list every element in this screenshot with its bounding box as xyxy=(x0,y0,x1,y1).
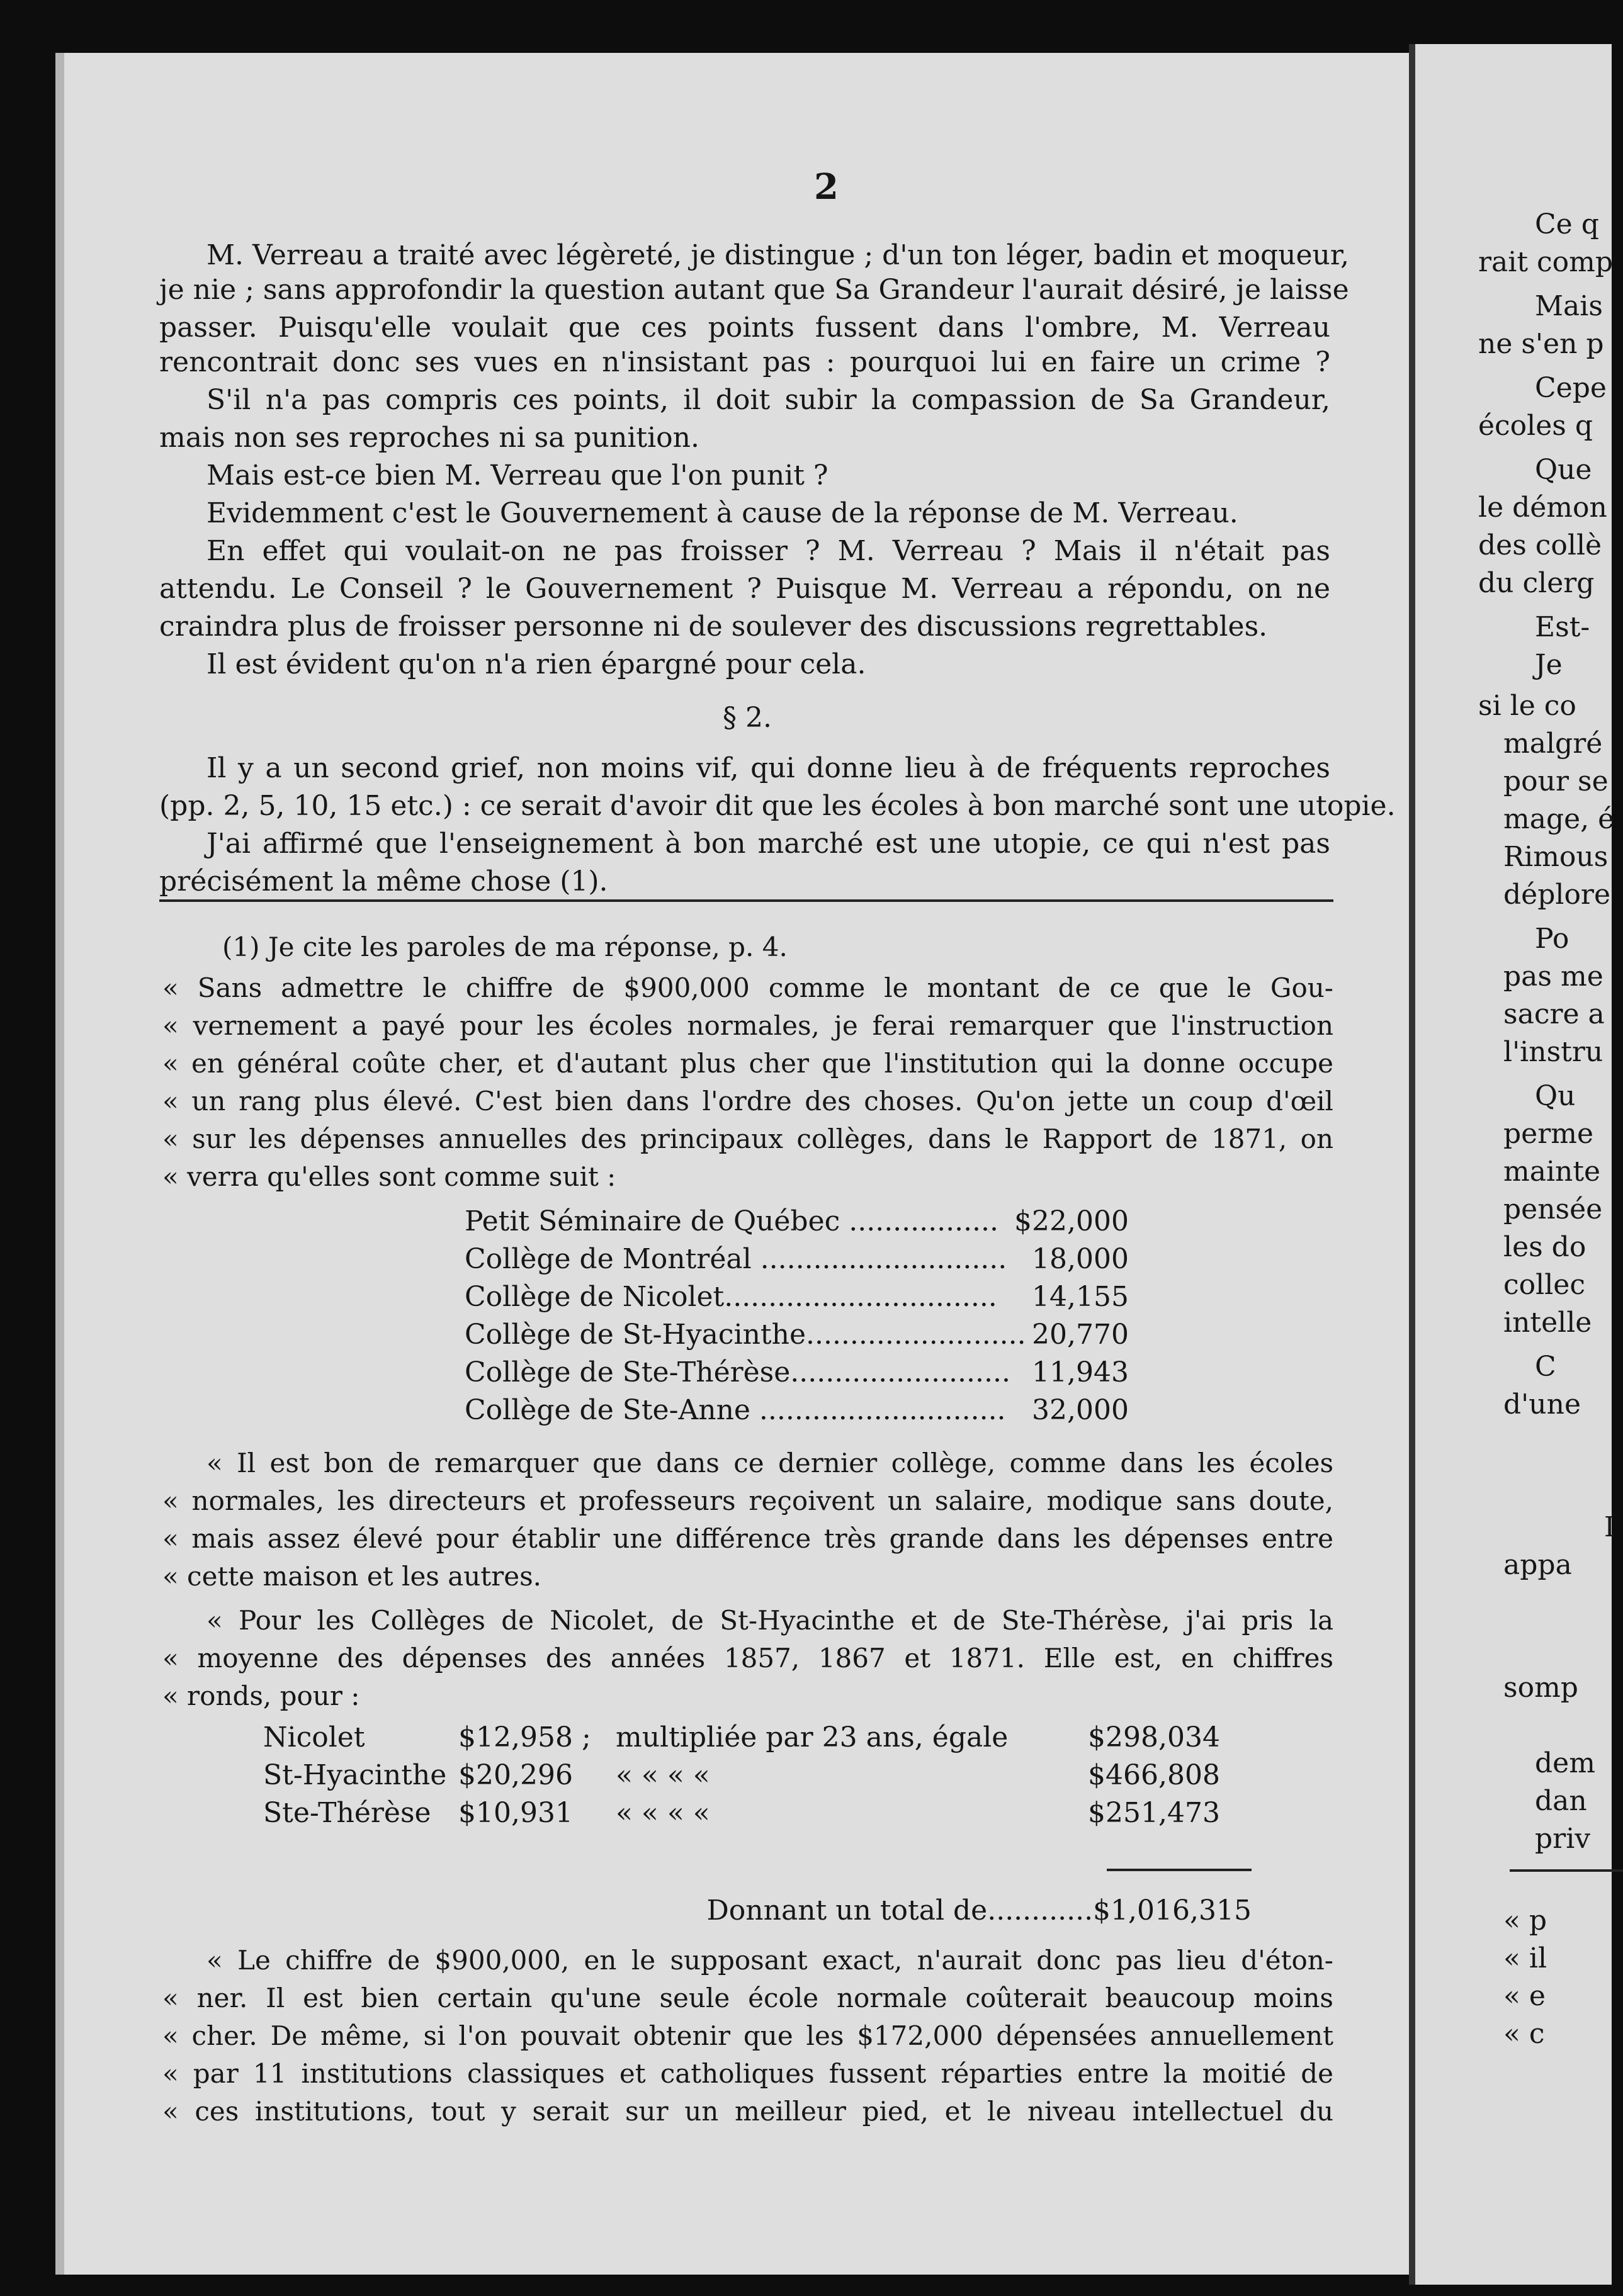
facing-page-text: si le co xyxy=(1478,690,1576,722)
facing-page-text: malgré xyxy=(1503,728,1603,760)
college-row xyxy=(465,1283,1129,1315)
page-gutter xyxy=(1409,44,1415,2285)
facing-page-text: Cepe xyxy=(1535,372,1607,404)
footnote-line: « ner. Il est bien certain qu'une seule école normale coûterait beaucoup moins xyxy=(162,1983,1333,2013)
college-row xyxy=(465,1321,1129,1353)
footnote-line: « un rang plus élevé. C'est bien dans l'ordre des choses. Qu'on jette un coup d'œil xyxy=(162,1086,1333,1117)
footnote-line: « cher. De même, si l'on pouvait obtenir que les $172,000 dépensées annuellement xyxy=(162,2020,1333,2051)
body-line: précisément la même chose (1). xyxy=(159,865,608,898)
footnote-line: « ronds, pour : xyxy=(162,1680,360,1711)
facing-page-text: le démon xyxy=(1478,492,1607,524)
average-expense: $12,958 ; xyxy=(458,1721,591,1753)
college-expense: 14,155 xyxy=(1032,1281,1129,1313)
facing-page-text: l'instru xyxy=(1503,1036,1603,1068)
facing-page-text: pas me xyxy=(1503,960,1603,993)
page-number: 2 xyxy=(814,166,839,208)
college-name: Petit Séminaire de Québec ................. xyxy=(465,1205,999,1237)
footnote-line: « ces institutions, tout y serait sur un meilleur pied, et le niveau intellectuel du xyxy=(162,2096,1333,2127)
footnote-line: « sur les dépenses annuelles des principaux collèges, dans le Rapport de 1871, on xyxy=(162,1123,1333,1154)
facing-page-text: Je xyxy=(1535,649,1563,681)
page-body xyxy=(159,53,1422,2275)
footnote-line: « vernement a payé pour les écoles normales, je ferai remarquer que l'instruction xyxy=(162,1010,1333,1041)
facing-page-text: perme xyxy=(1503,1118,1593,1150)
facing-page-text: Rimous xyxy=(1503,841,1609,873)
college-name: Collège de Ste-Anne ............................ xyxy=(465,1394,1006,1426)
facing-page-text: « il xyxy=(1503,1942,1547,1974)
facing-page-text: pour se xyxy=(1503,765,1609,797)
facing-page-text: ne s'en p xyxy=(1478,328,1604,360)
facing-page-text: déplore xyxy=(1503,879,1611,911)
left-page xyxy=(55,53,1409,2275)
average-name: Nicolet xyxy=(263,1721,365,1753)
facing-page-separator xyxy=(1510,1869,1623,1872)
facing-page-text: Mais xyxy=(1535,290,1603,322)
facing-page-text: « e xyxy=(1503,1980,1546,2012)
footnote-line: « Il est bon de remarquer que dans ce dernier collège, comme dans les écoles xyxy=(206,1448,1333,1478)
college-name: Collège de Ste-Thérèse......................... xyxy=(465,1356,1010,1388)
body-line: S'il n'a pas compris ces points, il doit subir la compassion de Sa Grandeur, xyxy=(206,384,1330,416)
body-line: (pp. 2, 5, 10, 15 etc.) : ce serait d'avoir dit que les écoles à bon marché sont une utopie. xyxy=(159,790,1396,822)
average-total: $298,034 xyxy=(1088,1721,1220,1753)
college-expense: 11,943 xyxy=(1032,1356,1129,1388)
average-expense: $20,296 xyxy=(458,1759,573,1791)
facing-page-text: des collè xyxy=(1478,529,1602,561)
facing-page-text: collec xyxy=(1503,1269,1585,1301)
facing-page-text: Ce q xyxy=(1535,208,1599,240)
footnote-line: « en général coûte cher, et d'autant plus cher que l'institution qui la donne occupe xyxy=(162,1048,1333,1079)
facing-page-text: « p xyxy=(1503,1905,1547,1937)
facing-page-text: sacre a xyxy=(1503,998,1605,1030)
facing-page-text: Qu xyxy=(1535,1080,1576,1112)
footnote-line: « moyenne des dépenses des années 1857, 1867 et 1871. Elle est, en chiffres xyxy=(162,1643,1333,1674)
college-expense: 20,770 xyxy=(1032,1319,1129,1351)
average-expense: $10,931 xyxy=(458,1797,573,1829)
footnote-line: « par 11 institutions classiques et catholiques fussent réparties entre la moitié de xyxy=(162,2058,1333,2089)
college-name: Collège de Montréal ............................ xyxy=(465,1243,1007,1275)
facing-page-text: appa xyxy=(1503,1549,1572,1581)
facing-page-text: priv xyxy=(1535,1823,1591,1855)
facing-page-text: écoles q xyxy=(1478,410,1593,442)
average-name: St-Hyacinthe xyxy=(263,1759,447,1791)
footnote-line: « verra qu'elles sont comme suit : xyxy=(162,1161,616,1192)
average-multiplier: « « « « xyxy=(616,1797,710,1829)
college-expense: 32,000 xyxy=(1032,1394,1129,1426)
facing-page-text: Po xyxy=(1535,923,1569,955)
body-line: Evidemment c'est le Gouvernement à cause de la réponse de M. Verreau. xyxy=(206,497,1238,529)
average-total: $251,473 xyxy=(1088,1797,1220,1829)
footnote-line: « Le chiffre de $900,000, en le supposant exact, n'aurait donc pas lieu d'éton- xyxy=(206,1945,1333,1976)
facing-page-text: dan xyxy=(1535,1785,1587,1817)
facing-page-text: intelle xyxy=(1503,1307,1592,1339)
college-row xyxy=(465,1243,1129,1277)
facing-page-text: Que xyxy=(1535,454,1592,486)
footnote-line: « Pour les Collèges de Nicolet, de St-Hyacinthe et de Ste-Thérèse, j'ai pris la xyxy=(206,1605,1333,1636)
college-row xyxy=(465,1356,1129,1390)
college-row xyxy=(465,1205,1129,1239)
body-line: mais non ses reproches ni sa punition. xyxy=(159,422,699,454)
average-name: Ste-Thérèse xyxy=(263,1797,431,1829)
body-line: En effet qui voulait-on ne pas froisser ? M. Verreau ? Mais il n'était pas xyxy=(206,535,1330,567)
footnote-line: « normales, les directeurs et professeurs reçoivent un salaire, modique sans doute, xyxy=(162,1485,1333,1516)
facing-page-text: les do xyxy=(1503,1231,1586,1263)
facing-page-text: C xyxy=(1535,1351,1556,1383)
footnote-line: « cette maison et les autres. xyxy=(162,1561,542,1592)
footnote-line: « Sans admettre le chiffre de $900,000 comme le montant de ce que le Gou- xyxy=(162,972,1333,1003)
college-name: Collège de Nicolet............................... xyxy=(465,1281,997,1313)
total-rule xyxy=(1107,1869,1252,1871)
body-line: je nie ; sans approfondir la question autant que Sa Grandeur l'aurait désiré, je laisse xyxy=(159,274,1349,306)
facing-page-text: mage, é xyxy=(1503,803,1615,835)
facing-page-text: pensée xyxy=(1503,1193,1603,1225)
facing-page-text: dem xyxy=(1535,1747,1595,1779)
facing-page-text: somp xyxy=(1503,1672,1578,1704)
body-line: J'ai affirmé que l'enseignement à bon marché est une utopie, ce qui n'est pas xyxy=(206,828,1330,860)
body-line: attendu. Le Conseil ? le Gouvernement ? Puisque M. Verreau a répondu, on ne xyxy=(159,573,1330,605)
body-line: rencontrait donc ses vues en n'insistant pas : pourquoi lui en faire un crime ? xyxy=(159,346,1330,378)
average-multiplier: « « « « xyxy=(616,1759,710,1791)
body-line: Il est évident qu'on n'a rien épargné pour cela. xyxy=(206,648,866,680)
footnote-line: « mais assez élevé pour établir une différence très grande dans les dépenses entre xyxy=(162,1523,1333,1554)
body-line: M. Verreau a traité avec légèreté, je distingue ; d'un ton léger, badin et moqueur, xyxy=(206,239,1350,271)
facing-page-text: rait comp xyxy=(1478,246,1614,278)
body-line: Il y a un second grief, non moins vif, qui donne lieu à de fréquents reproches xyxy=(206,752,1330,784)
college-expense: 18,000 xyxy=(1032,1243,1129,1275)
college-row xyxy=(465,1394,1129,1428)
facing-page-text: du clerg xyxy=(1478,567,1595,599)
facing-page-text: d'une xyxy=(1503,1388,1581,1421)
facing-page-text: « c xyxy=(1503,2018,1545,2050)
college-expense: $22,000 xyxy=(1014,1205,1129,1237)
body-line: craindra plus de froisser personne ni de soulever des discussions regrettables. xyxy=(159,611,1268,643)
body-line: passer. Puisqu'elle voulait que ces points fussent dans l'ombre, M. Verreau xyxy=(159,312,1330,344)
facing-page-text: Est- xyxy=(1535,611,1590,643)
footnote-separator xyxy=(159,899,1333,902)
body-line: Mais est-ce bien M. Verreau que l'on punit ? xyxy=(206,459,828,492)
facing-page-text: mainte xyxy=(1503,1156,1601,1188)
facing-page-fragment xyxy=(1409,44,1615,2285)
footnote-marker: (1) Je cite les paroles de ma réponse, p. 4. xyxy=(222,931,788,962)
grand-total: Donnant un total de............$1,016,315 xyxy=(706,1894,1252,1927)
average-total: $466,808 xyxy=(1088,1759,1220,1791)
section-heading: § 2. xyxy=(723,702,772,734)
college-name: Collège de St-Hyacinthe......................... xyxy=(465,1319,1026,1351)
page-edge xyxy=(55,53,64,2275)
average-multiplier: multipliée par 23 ans, égale xyxy=(616,1721,1009,1753)
facing-page-text: I xyxy=(1604,1511,1615,1543)
